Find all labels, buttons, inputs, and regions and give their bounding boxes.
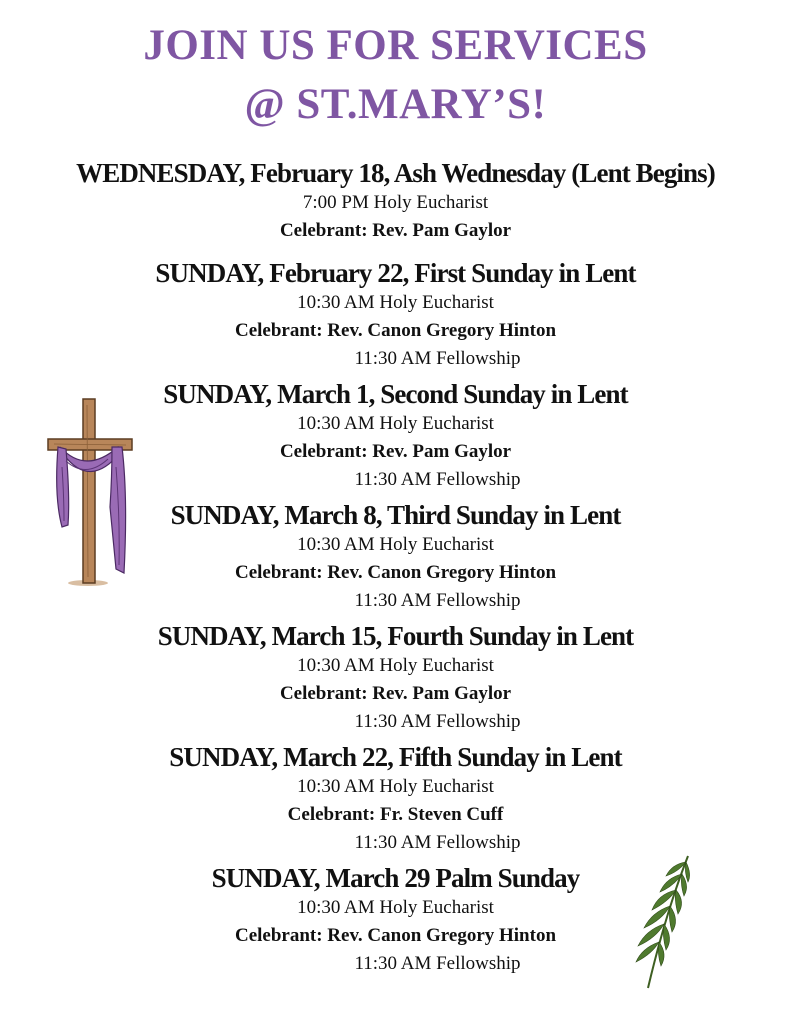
page-title-line-1: JOIN US FOR SERVICES — [143, 22, 648, 69]
service-heading: SUNDAY, February 22, First Sunday in Lent — [155, 258, 636, 288]
service-celebrant: Celebrant: Rev. Pam Gaylor — [279, 220, 512, 241]
service-heading: SUNDAY, March 1, Second Sunday in Lent — [163, 379, 628, 409]
service-time: 10:30 AM Holy Eucharist — [297, 292, 494, 313]
service-fellowship: 11:30 AM Fellowship — [354, 469, 521, 490]
service-fellowship: 11:30 AM Fellowship — [354, 832, 521, 853]
cross-with-purple-drape-icon — [46, 397, 134, 587]
service-ash-wednesday — [0, 157, 791, 245]
service-fifth-sunday-lent — [0, 741, 791, 857]
service-celebrant: Celebrant: Fr. Steven Cuff — [287, 804, 504, 825]
service-heading: WEDNESDAY, February 18, Ash Wednesday (Lent Begins) — [76, 158, 715, 188]
service-heading: SUNDAY, March 15, Fourth Sunday in Lent — [157, 621, 634, 651]
service-fellowship: 11:30 AM Fellowship — [354, 953, 521, 974]
service-fellowship: 11:30 AM Fellowship — [354, 348, 521, 369]
palm-frond-icon — [632, 852, 694, 992]
service-fellowship: 11:30 AM Fellowship — [354, 590, 521, 611]
service-heading: SUNDAY, March 29 Palm Sunday — [211, 863, 580, 893]
service-heading: SUNDAY, March 22, Fifth Sunday in Lent — [169, 742, 622, 772]
service-celebrant: Celebrant: Rev. Canon Gregory Hinton — [234, 320, 557, 341]
service-celebrant: Celebrant: Rev. Pam Gaylor — [279, 683, 512, 704]
service-heading: SUNDAY, March 8, Third Sunday in Lent — [170, 500, 621, 530]
service-fellowship: 11:30 AM Fellowship — [354, 711, 521, 732]
service-fourth-sunday-lent — [0, 620, 791, 736]
page-title-line-2: @ ST.MARY’S! — [244, 81, 547, 128]
service-first-sunday-lent — [0, 257, 791, 373]
service-time: 10:30 AM Holy Eucharist — [297, 413, 494, 434]
service-celebrant: Celebrant: Rev. Pam Gaylor — [279, 441, 512, 462]
service-time: 10:30 AM Holy Eucharist — [297, 655, 494, 676]
service-celebrant: Celebrant: Rev. Canon Gregory Hinton — [234, 562, 557, 583]
service-time: 10:30 AM Holy Eucharist — [297, 897, 494, 918]
service-time: 10:30 AM Holy Eucharist — [297, 776, 494, 797]
service-time: 7:00 PM Holy Eucharist — [302, 192, 489, 213]
service-time: 10:30 AM Holy Eucharist — [297, 534, 494, 555]
service-celebrant: Celebrant: Rev. Canon Gregory Hinton — [234, 925, 557, 946]
